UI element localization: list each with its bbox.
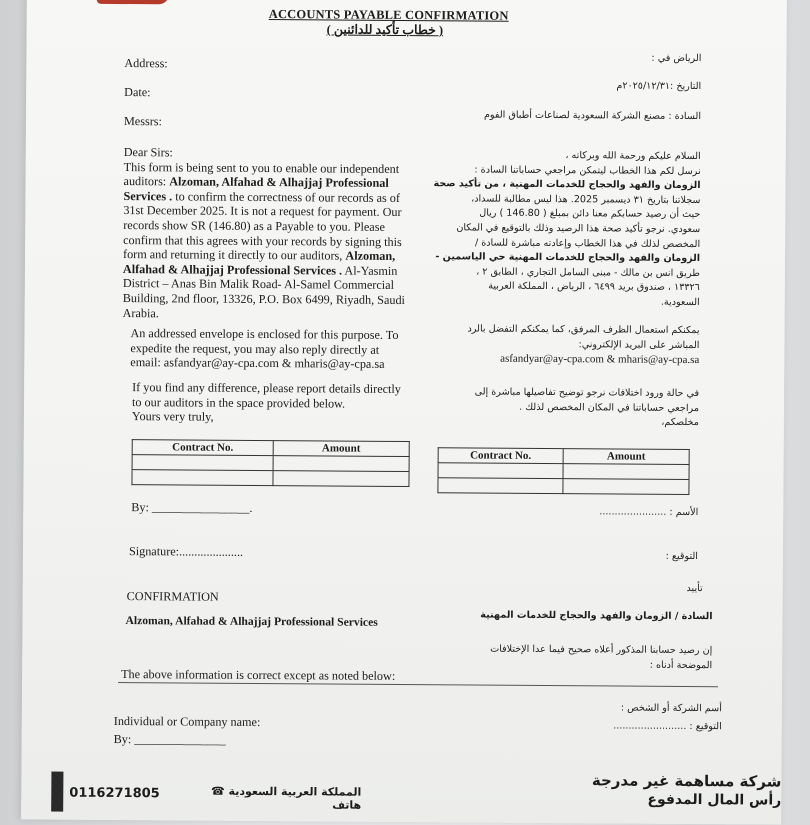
- contract-cell[interactable]: [438, 478, 563, 494]
- arabic-line: السعودية.: [660, 296, 700, 308]
- contract-cell[interactable]: [132, 455, 273, 471]
- amount-header: Amount: [563, 449, 689, 465]
- table-row: [132, 470, 409, 487]
- auditor-name-arabic: السادة / الزومان والفهد والحجاج للخدمات المهنية: [480, 609, 713, 623]
- name-field-arabic[interactable]: الأسم : ......................: [599, 506, 699, 519]
- messrs-label: Messrs:: [123, 114, 162, 129]
- footer-capital-arabic: رأس المال المدفوع: [647, 791, 782, 809]
- footer-bar: [51, 772, 63, 812]
- signature-field[interactable]: Signature:.....................: [128, 544, 244, 559]
- company-name-field-arabic[interactable]: أسم الشركة أو الشخص :: [620, 702, 722, 715]
- arabic-line: مراجعي حساباتنا في المكان المخصص لذلك .: [519, 401, 700, 414]
- balance-statement-arabic: [382, 642, 712, 673]
- body-line: confirm that this agrees with your records by signing this: [123, 232, 402, 249]
- footer-phone: 0116271805: [69, 785, 160, 802]
- arabic-line: ١٣٣٢٦ ، صندوق بريد ٦٤٩٩ ، الرياض ، المملكة العربية: [488, 280, 700, 294]
- contract-cell[interactable]: [132, 470, 273, 486]
- arabic-envelope-paragraph: [424, 322, 699, 368]
- arabic-letter-body: [425, 148, 701, 310]
- letterhead-logo: [97, 0, 169, 4]
- amount-cell[interactable]: [563, 464, 689, 480]
- body-line: to our auditors in the space provided below.: [131, 394, 346, 411]
- body-text: auditors:: [123, 174, 170, 189]
- body-text: form and returning it directly to our auditors,: [123, 247, 346, 263]
- envelope-paragraph: [130, 326, 430, 372]
- table-header-row: [438, 448, 689, 465]
- arabic-line: طريق انس بن مالك - مبنى السامل التجاري ، الطابق ٢ ،: [476, 266, 700, 279]
- amount-cell[interactable]: [273, 456, 409, 472]
- contract-table-english: [131, 439, 409, 487]
- contract-no-header: Contract No.: [438, 448, 563, 464]
- footer-company-arabic: شركة مساهمة غير مدرجة: [591, 771, 782, 791]
- arabic-line: الموضحة أدناه :: [649, 659, 713, 671]
- auditor-name: Alzoman, Alfahad & Alhajjaj Professional: [169, 174, 389, 191]
- company-name-field[interactable]: Individual or Company name:: [113, 713, 261, 730]
- page-subtitle-arabic: ( خطاب تأكيد للدائنين ): [326, 22, 444, 38]
- divider-line: [118, 682, 718, 687]
- english-letter-body: [123, 145, 424, 322]
- arabic-line: الزومان والفهد والحجاج للخدمات المهنية ، من تأكيد صحة: [433, 178, 701, 192]
- body-line: Arabia.: [122, 305, 159, 320]
- arabic-line: سجلاتنا بتاريخ ٣١ ديسمبر 2025. هذا ليس مطالبة للسداد،: [471, 193, 701, 206]
- signature-field-arabic-2[interactable]: التوقيع : ........................: [613, 720, 722, 733]
- correct-except-statement: The above information is correct except as noted below:: [121, 667, 396, 683]
- body-line: records show SR (146.80) as a Payable to you. Please: [123, 218, 385, 234]
- body-line: expedite the request, you may also reply directly at: [130, 340, 380, 357]
- confirmation-heading: CONFIRMATION: [126, 589, 219, 604]
- contract-table-arabic: [437, 447, 689, 495]
- by-field[interactable]: By: ________________.: [131, 500, 253, 515]
- contract-cell[interactable]: [438, 463, 563, 479]
- confirmation-label-arabic: تأييد: [686, 582, 703, 595]
- body-text: to confirm the correctness of our records as of: [172, 189, 401, 205]
- body-line: An addressed envelope is enclosed for this purpose. To: [130, 326, 399, 342]
- signature-field-arabic[interactable]: التوقيع :: [665, 550, 699, 563]
- body-line: This form is being sent to you to enable our independent: [123, 159, 400, 176]
- address-label: Address:: [124, 56, 168, 71]
- arabic-difference-paragraph: [424, 385, 699, 431]
- arabic-line: الزومان والفهد والحجاج للخدمات المهنية حي الياسمين -: [435, 251, 701, 265]
- messrs-label-arabic: السادة : مصنع الشركة السعودية لصناعات أطباق الفوم: [483, 109, 702, 123]
- date-label: Date:: [124, 85, 151, 100]
- arabic-line: يمكنكم استعمال الظرف المرفق، كما يمكنكم التفضل بالرد: [467, 323, 700, 337]
- auditor-name-english: Alzoman, Alfahad & Alhajjaj Professional Services: [125, 614, 378, 629]
- body-line: If you find any difference, please report details directly: [132, 380, 401, 396]
- body-line: District – Anas Bin Malik Road- Al-Samel Commercial: [122, 276, 395, 293]
- salutation: Dear Sirs:: [123, 145, 173, 160]
- arabic-greeting: السلام عليكم ورحمة الله وبركاته ،: [565, 150, 701, 163]
- auditor-name: Alfahad & Alhajjaj Professional Services .: [122, 261, 343, 278]
- document-page: [21, 0, 787, 825]
- body-text: Al-Yasmin: [342, 263, 398, 278]
- arabic-line: المباشر على البريد الإلكتروني:: [578, 338, 700, 351]
- auditor-name: Alzoman,: [345, 248, 396, 264]
- body-line: 31st December 2025. It is not a request for payment. Our: [123, 203, 402, 220]
- email-line: email: asfandyar@ay-cpa.com & mharis@ay-cpa.sa: [130, 355, 385, 372]
- footer-country-arabic: المملكة العربية السعودية ☎ هاتف: [210, 784, 362, 812]
- amount-header: Amount: [273, 441, 409, 457]
- arabic-line: في حالة ورود اختلافات نرجو توضيح تفاصيلها مباشرة إلى: [474, 386, 700, 400]
- arabic-line: إن رصيد حسابنا المذكور أعلاه صحيح فيما عدا الإختلافات: [490, 643, 713, 657]
- body-line: Building, 2nd floor, 13326, P.O. Box 6499, Riyadh, Saudi: [122, 290, 405, 307]
- table-row: [438, 463, 689, 480]
- riyadh-label-arabic: الرياض في :: [651, 52, 702, 65]
- auditor-name: Services .: [123, 188, 173, 204]
- date-label-arabic: التاريخ :٢٠٢٥/١٢/٣١م: [616, 80, 702, 93]
- amount-cell[interactable]: [273, 471, 409, 487]
- by-field-2[interactable]: By: _______________: [113, 731, 226, 747]
- page-title: ACCOUNTS PAYABLE CONFIRMATION: [268, 7, 509, 23]
- email-line: asfandyar@ay-cpa.com & mharis@ay-cpa.sa: [500, 352, 700, 367]
- amount-cell[interactable]: [563, 479, 689, 495]
- arabic-line: المخصص لذلك في هذا الخطاب وإعادته مباشرة للسادة /: [474, 237, 701, 250]
- arabic-line: مخلصكم،: [661, 416, 699, 429]
- arabic-line: نرسل لكم هذا الخطاب ليتمكن مراجعي حساباتنا السادة :: [474, 164, 701, 177]
- arabic-line: حيث أن رصيد حسابكم معنا دائن بمبلغ ( 146.80 ) ريال: [479, 207, 701, 221]
- contract-no-header: Contract No.: [132, 440, 273, 456]
- arabic-line: سعودي. نرجو تأكيد صحة هذا الرصيد وذلك بالتوقيع في المكان: [456, 222, 701, 236]
- closing: Yours very truly,: [131, 409, 214, 424]
- difference-paragraph: [132, 380, 432, 426]
- table-row: [438, 478, 689, 495]
